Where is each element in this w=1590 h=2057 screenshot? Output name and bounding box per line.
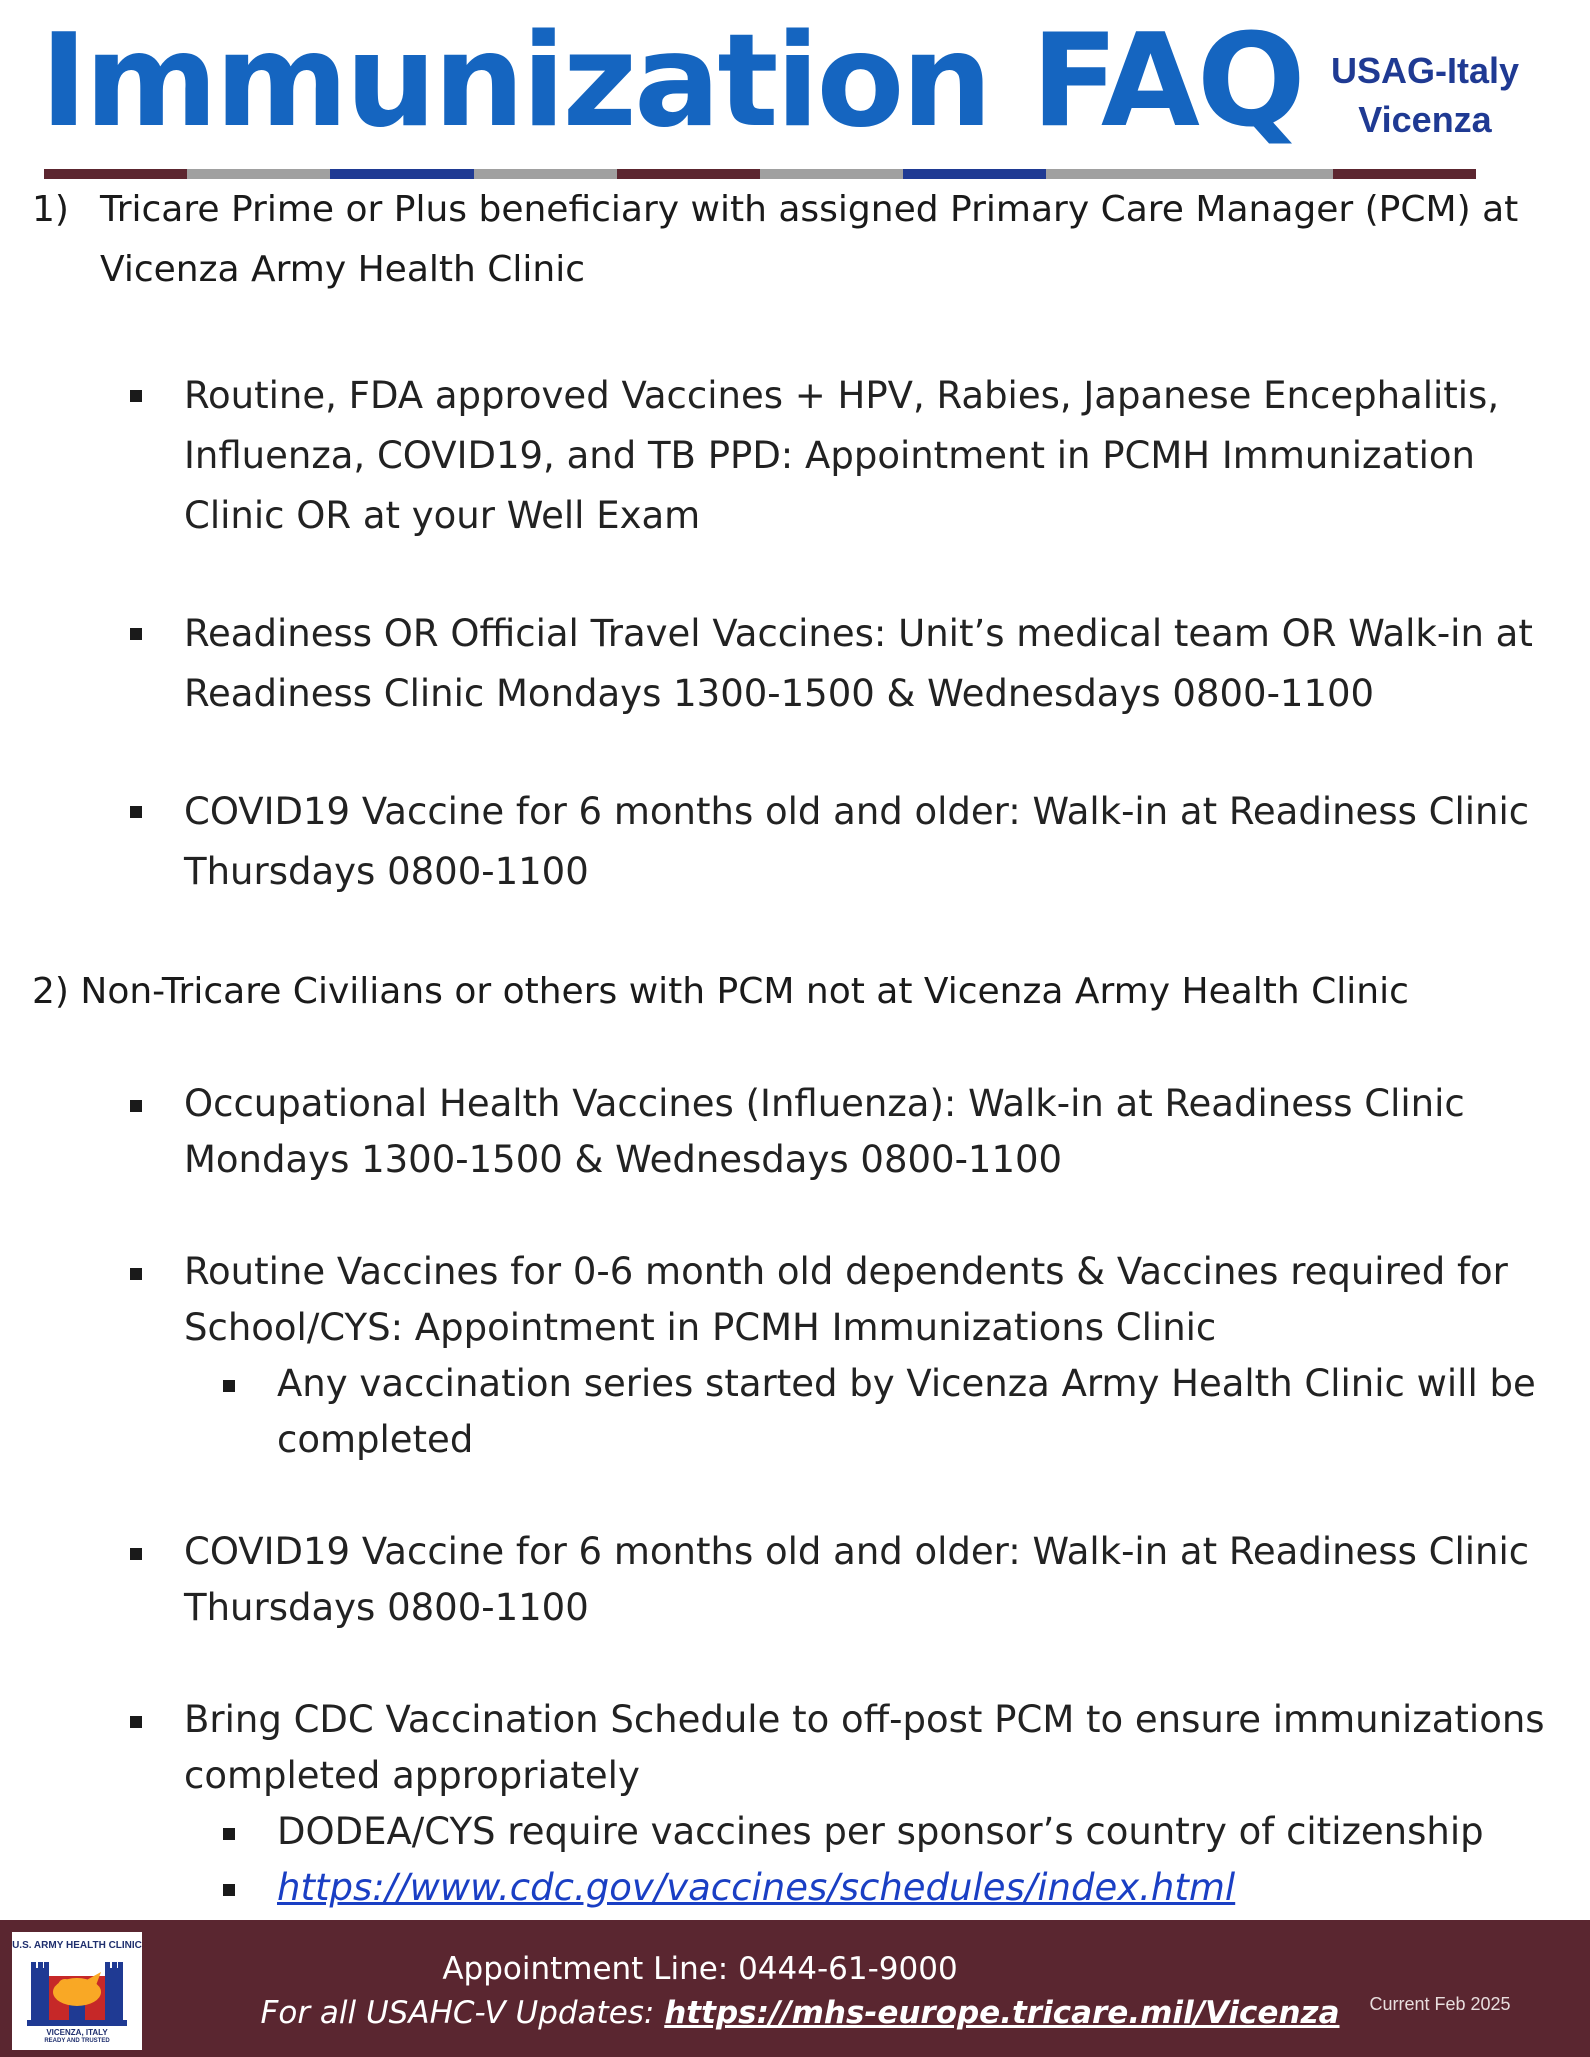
stripe-segment [1046,169,1189,179]
sub-list-item [277,1860,1577,1916]
bullet-icon [223,1828,235,1840]
sub-list-item: DODEA/CYS require vaccines per sponsor’s country of citizenship [277,1804,1577,1860]
bullet-icon [130,1268,142,1280]
stripe-segment [330,169,473,179]
updates-label: For all USAHC-V Updates: [260,1995,655,2031]
stripe-segment [760,169,903,179]
section-1-title [32,180,1532,300]
footer [0,1920,1590,2057]
bullet-icon [130,1716,142,1728]
tricare-vicenza-link[interactable]: https://mhs-europe.tricare.mil/Vicenza [664,1995,1340,2031]
logo-bottom-text: VICENZA, ITALY READY AND TRUSTED [44,2028,110,2044]
clinic-logo [12,1932,142,2050]
garrison-label [1310,46,1540,144]
stripe-segment [1333,169,1476,179]
list-item: Occupational Health Vaccines (Influenza): Walk-in at Readiness Clinic Mondays 1300-1500 & Wednesdays 0800-1100 [184,1076,1574,1188]
list-item: COVID19 Vaccine for 6 months old and older: Walk-in at Readiness Clinic Thursdays 0800-1100 [184,782,1574,902]
stripe-segment [44,169,187,179]
bullet-icon [130,390,142,402]
list-item: Readiness OR Official Travel Vaccines: Unit’s medical team OR Walk-in at Readiness Clinic Mondays 1300-1500 & Wednesdays 0800-1100 [184,604,1574,724]
garrison-line-1: USAG-Italy [1330,50,1520,91]
appointment-line: Appointment Line: 0444-61-9000 [442,1951,958,1987]
cdc-schedule-link[interactable]: https://www.cdc.gov/vaccines/schedules/index.html [277,1866,1236,1909]
stripe-segment [474,169,617,179]
header-divider-stripe [44,169,1476,179]
list-item: Routine, FDA approved Vaccines + HPV, Rabies, Japanese Encephalitis, Influenza, COVID19, and TB PPD: Appointment in PCMH Immunization Clinic OR at your Well Exam [184,366,1574,546]
updates-line [230,1992,1370,2034]
page-title: Immunization FAQ [40,7,1303,156]
castle-lion-icon [27,1962,127,2026]
bullet-icon [223,1380,235,1392]
list-item: Bring CDC Vaccination Schedule to off-post PCM to ensure immunizations completed appropriately [184,1692,1574,1804]
stripe-segment [617,169,760,179]
section-1-number: 1) [32,189,69,230]
stripe-segment [1190,169,1333,179]
section-2-title: 2) Non-Tricare Civilians or others with PCM not at Vicenza Army Health Clinic [32,971,1409,1012]
bullet-icon [223,1884,235,1896]
list-item: Routine Vaccines for 0-6 month old dependents & Vaccines required for School/CYS: Appointment in PCMH Immunizations Clinic [184,1244,1574,1356]
revision-date: Current Feb 2025 [1369,1994,1511,2014]
stripe-segment [187,169,330,179]
bullet-icon [130,806,142,818]
garrison-line-2: Vicenza [1358,99,1492,140]
bullet-icon [130,1100,142,1112]
list-item: COVID19 Vaccine for 6 months old and older: Walk-in at Readiness Clinic Thursdays 0800-1100 [184,1524,1574,1636]
bullet-icon [130,628,142,640]
bullet-icon [130,1548,142,1560]
stripe-segment [903,169,1046,179]
section-1-text: Tricare Prime or Plus beneficiary with assigned Primary Care Manager (PCM) at Vicenza Army Health Clinic [100,189,1519,290]
logo-top-text: U.S. ARMY HEALTH CLINIC [12,1940,142,1951]
sub-list-item: Any vaccination series started by Vicenza Army Health Clinic will be completed [277,1356,1577,1468]
